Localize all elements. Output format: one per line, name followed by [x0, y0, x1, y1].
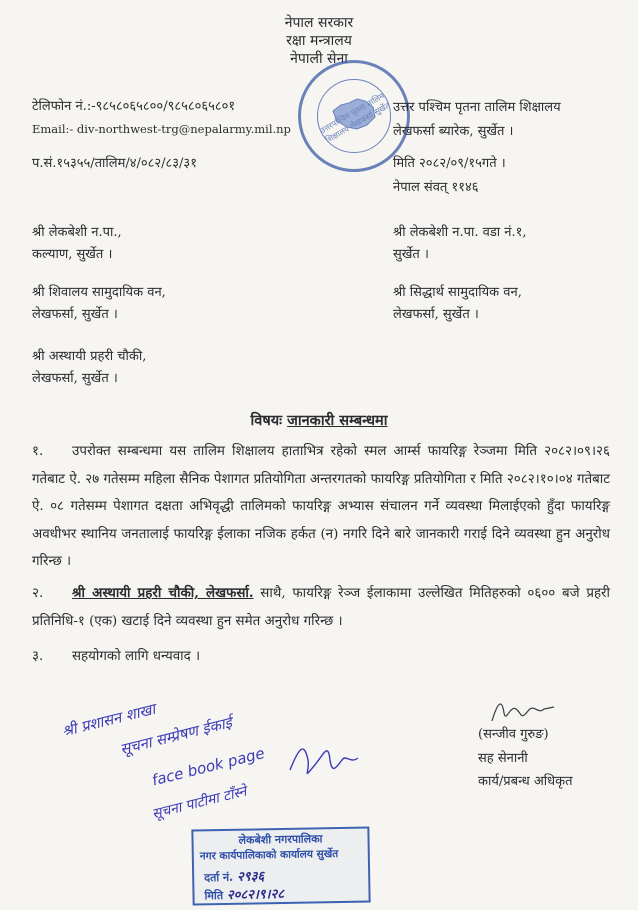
header-ministry: रक्षा मन्त्रालय [286, 33, 352, 49]
subject-text: जानकारी सम्बन्धमा [287, 412, 388, 429]
recipient-5: श्री अस्थायी प्रहरी चौकी, लेखफर्सा, सुर्खेत । [32, 349, 147, 386]
recipient-2: श्री लेकबेशी न.पा. वडा नं.१, सुर्खेत । [393, 225, 527, 262]
paragraph-2: २. श्री अस्थायी प्रहरी चौकी, लेखफर्सा. साथै, फायरिङ्ग रेञ्ज ईलाकामा उल्लेखित मितिहरुको ०६०० बजे प्रहरी प्रतिनिधि-१ (एक) खटाई दिने व्यवस्था हुन समेत अनुरोध गरिन्छ । [32, 585, 610, 629]
header-army: नेपाली सेना [290, 51, 348, 67]
received-stamp: लेकबेशी नगरपालिका नगर कार्यपालिकाको कार्यालय सुर्खेत दर्ता नं. २९३६ मिति २०८२।९।२८ [191, 826, 370, 905]
recipient-4: श्री सिद्धार्थ सामुदायिक वन, लेखफर्सा, सुर्खेत । [393, 285, 522, 322]
recipient-1: श्री लेकबेशी न.पा., कल्याण, सुर्खेत । [32, 225, 122, 262]
paragraph-3: ३. सहयोगको लागि धन्यवाद । [32, 649, 201, 664]
office-address: लेखफर्सा ब्यारेक, सुर्खेत । [393, 124, 514, 139]
handwritten-note-4: सूचना पाटीमा टाँस्ने [150, 783, 249, 823]
nepal-sambat: नेपाल संवत् ११४६ [393, 180, 479, 195]
subject-line [0, 410, 638, 430]
phone-number: टेलिफोन नं.:-९८५८०६५८००/९८५८०६५८०१ [32, 99, 236, 114]
email-address: Email:- div-northwest-trg@nepalarmy.mil.np [32, 122, 291, 136]
signatory-designation: कार्य/प्रबन्ध अधिकृत [478, 774, 573, 789]
handwritten-signature-icon [284, 730, 364, 790]
seal-text: उत्तरपश्चिम पृतना तालिम शिक्षालय लेखफर्सा,सुर्खेत [318, 91, 392, 145]
signatory-name: (सन्जीव गुरुङ) [478, 727, 549, 742]
letter-date: मिति २०८२/०९/१५गते । [393, 156, 506, 171]
handwritten-note-2: सूचना सम्प्रेषण ईकाई [118, 713, 234, 759]
office-name: उत्तर पश्चिम पृतना तालिम शिक्षालय [393, 100, 561, 115]
handwritten-note-3: face book page [150, 744, 267, 790]
header-govt: नेपाल सरकार [284, 15, 354, 31]
subject-label: विषयः [250, 412, 283, 429]
officer-signature-icon [488, 695, 558, 727]
recipient-3: श्री शिवालय सामुदायिक वन, लेखफर्सा, सुर्खेत । [32, 285, 166, 322]
reference-number: प.सं.१५३५५/तालिम/४/०८२/८३/३१ [32, 156, 197, 171]
handwritten-note-1: श्री प्रशासन शाखा [60, 699, 158, 741]
signatory-rank: सह सेनानी [478, 751, 528, 766]
paragraph-1: १. उपरोक्त सम्बन्धमा यस तालिम शिक्षालय हाताभित्र रहेको स्मल आर्म्स फायरिङ्ग रेञ्जमा मिति २०८२।०९।२६ गतेबाट ऐ. २७ गतेसम्म महिला सैनिक पेशागत प्रतियोगिता अन्तरगतको फायरिङ्ग प्रतियोगिता र मिति २०८२।१०।०४ गतेबाट ऐ. ०८ गतेसम्म पेशागत दक्षता अभिवृद्धी तालिमको फायरिङ्ग अभ्यास संचालन गर्ने व्यवस्था मिलाईएको हुँदा फायरिङ्ग अवधीभर स्थानिय जनतालाई फायरिङ्ग ईलाका नजिक हर्कत (न) नगरि दिने बारे जानकारी गराई दिने व्यवस्था हुन अनुरोध गरिन्छ । [32, 444, 610, 569]
